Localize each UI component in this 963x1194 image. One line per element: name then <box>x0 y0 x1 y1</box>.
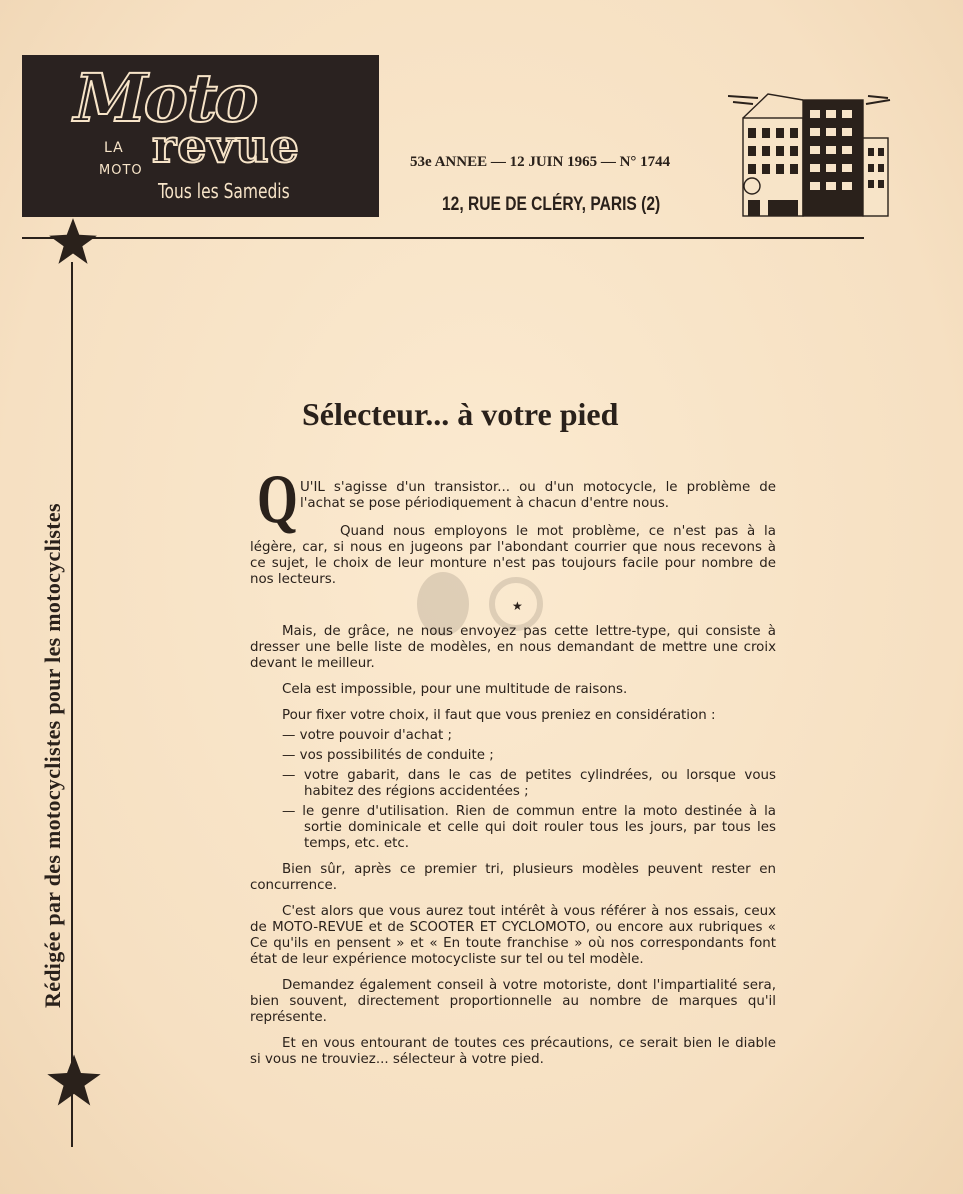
list-item: — vos possibilités de conduite ; <box>282 748 494 763</box>
paragraph-6: Demandez également conseil à votre motoriste, dont l'impartialité sera, bien souvent, directement proportionnelle au nombre de marques qu'il représente. <box>250 978 776 1025</box>
star-icon <box>47 216 99 266</box>
logo-moto-text: Moto <box>65 59 266 137</box>
masthead-tagline: Tous les Samedis <box>158 179 290 203</box>
drop-cap: Q <box>257 461 298 538</box>
list-item: — votre gabarit, dans le cas de petites cylindrées, ou lorsque vous habitez des régions accidentées ; <box>282 768 776 799</box>
building-illustration <box>728 88 893 218</box>
publisher-address: 12, RUE DE CLÉRY, PARIS (2) <box>442 194 661 215</box>
left-rule <box>71 262 73 1147</box>
star-icon <box>45 1052 103 1108</box>
paragraph-5: C'est alors que vous aurez tout intérêt à vous référer à nos essais, ceux de MOTO-REVUE et de SCOOTER ET CYCLOMOTO, ou encore aux rubriques « Ce qu'ils en pensent » et « En toute franchise » où nos correspondants font état de leur expérience motocycliste sur tel ou tel modèle. <box>250 904 776 967</box>
list-item: — le genre d'utilisation. Rien de commun entre la moto destinée à la sortie dominicale et celle qui doit rouler tous les jours, par tous les temps, etc. etc. <box>282 804 776 851</box>
header-rule <box>22 237 864 239</box>
paragraph-text: U'IL s'agisse d'un transistor... ou d'un motocycle, le problème de l'achat se pose périodiquement à chacun d'entre nous. <box>300 480 776 511</box>
paragraph-1: Mais, de grâce, ne nous envoyez pas cette lettre-type, qui consiste à dresser une belle liste de modèles, en nous demandant de mettre une croix devant le meilleur. <box>250 624 776 671</box>
paragraph-text: Quand nous employons le mot problème, ce n'est pas à la légère, car, si nous en jugeons par l'abondant courrier que nous recevons à ce sujet, le choix de leur monture n'est pas toujours facile pour nombre de nos lecteurs. <box>250 524 776 587</box>
article-title: Sélecteur... à votre pied <box>302 396 619 432</box>
paragraph-7: Et en vous entourant de toutes ces précautions, ce serait bien le diable si vous ne trouviez... sélecteur à votre pied. <box>250 1036 776 1067</box>
paragraph-2: Cela est impossible, pour une multitude de raisons. <box>282 682 628 697</box>
logo-revue-text: revue <box>152 119 300 173</box>
logo-moto-small-text: MOTO <box>99 163 143 178</box>
separator-star: ★ <box>512 599 523 613</box>
considerations-list <box>250 728 776 852</box>
logo-la-text: LA <box>104 140 124 156</box>
list-item: — votre pouvoir d'achat ; <box>282 728 452 743</box>
paragraph-4: Bien sûr, après ce premier tri, plusieurs modèles peuvent rester en concurrence. <box>250 862 776 893</box>
article-body <box>250 624 776 1068</box>
paragraph-3: Pour fixer votre choix, il faut que vous preniez en considération : <box>282 708 716 723</box>
masthead-logo-block <box>22 55 379 217</box>
issue-info: 53e ANNEE — 12 JUIN 1965 — N° 1744 <box>410 154 671 170</box>
lead-paragraph-1 <box>300 480 776 512</box>
sidebar-motto: Rédigée par des motocyclistes pour les motocyclistes <box>40 503 65 1008</box>
